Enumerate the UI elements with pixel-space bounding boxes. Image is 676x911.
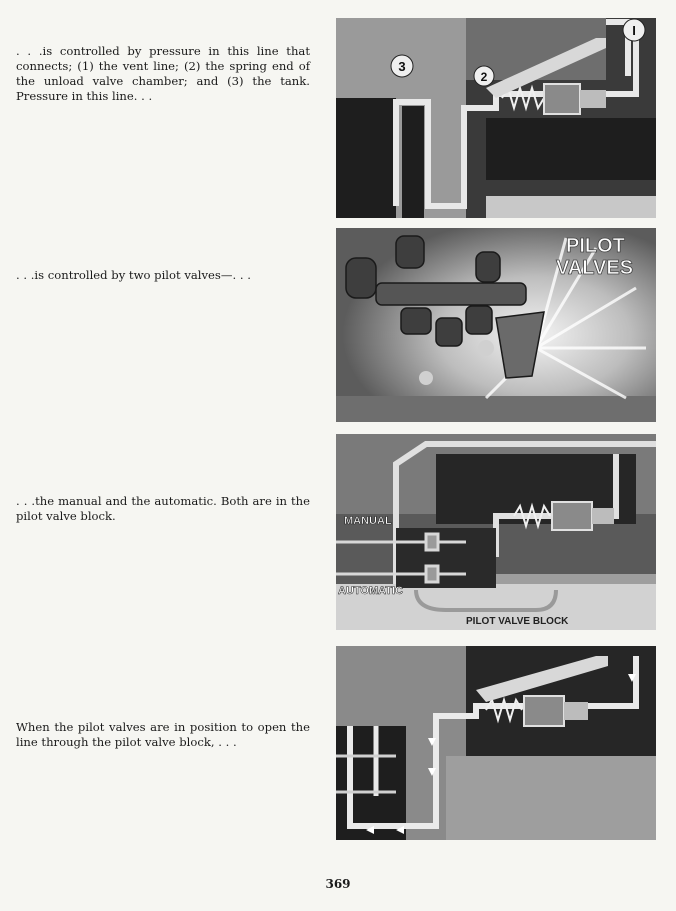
label-manual: MANUAL bbox=[344, 515, 392, 527]
label-2: 2 bbox=[480, 70, 488, 84]
caption-pilot-valves: . . .is controlled by two pilot valves—. . . bbox=[16, 268, 251, 282]
caption-manual-automatic: . . .the manual and the automatic. Both are in the pilot valve block. bbox=[16, 494, 310, 523]
diagram-pilot-valves-open bbox=[336, 646, 656, 840]
title-valves: VALVES bbox=[556, 257, 634, 279]
caption-vent-line: . . .is controlled by pressure in this line that connects; (1) the vent line; (2) the spring end of the unload valve chamber; and (3) the tank. Pressure in this line. . . bbox=[16, 44, 310, 103]
illustration-pilot-valves bbox=[336, 228, 656, 422]
title-pilot: PILOT bbox=[566, 235, 625, 257]
label-pilot-valve-block: PILOT VALVE BLOCK bbox=[466, 616, 569, 627]
label-automatic: AUTOMATIC bbox=[338, 585, 403, 597]
diagram-pilot-valve-block bbox=[336, 434, 656, 630]
label-3: 3 bbox=[398, 59, 406, 74]
caption-pilot-open: When the pilot valves are in position to open the line through the pilot valve block, . . . bbox=[16, 720, 310, 749]
page-number: 369 bbox=[325, 877, 351, 891]
diagram-vent-line bbox=[336, 18, 656, 218]
label-1: I bbox=[632, 23, 636, 38]
